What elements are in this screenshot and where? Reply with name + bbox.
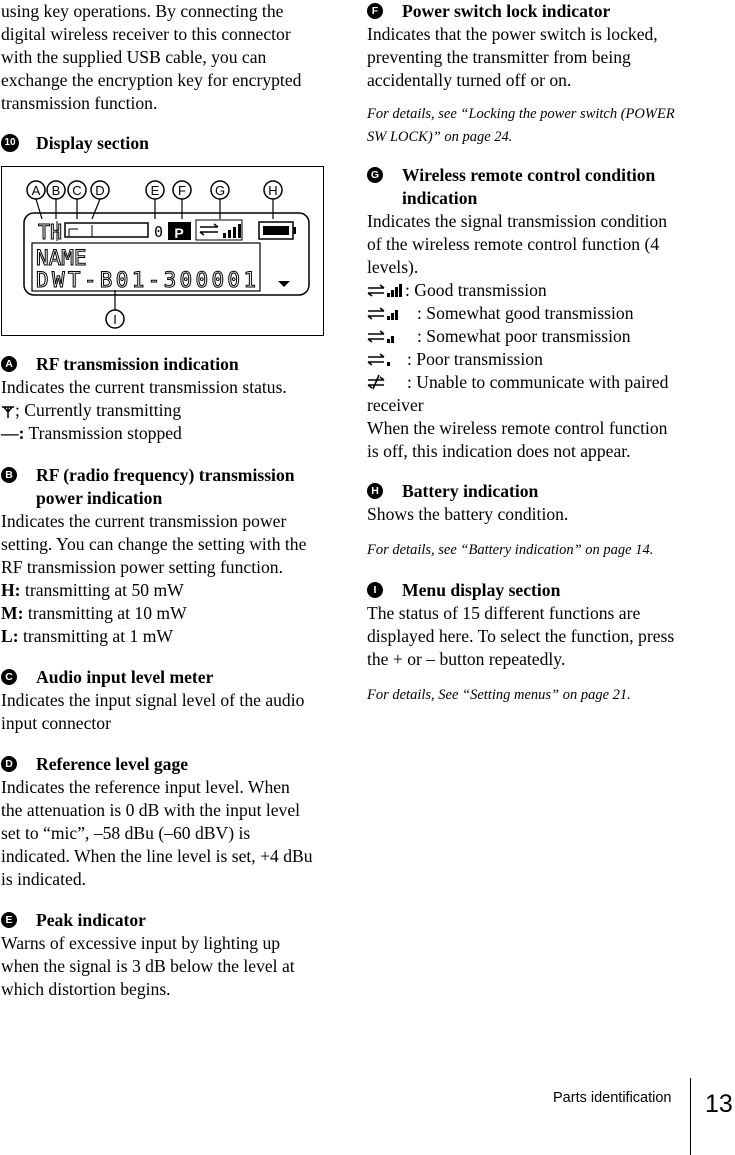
item-power-switch-lock (367, 0, 697, 92)
level-text: : Unable to communicate with paired (407, 372, 669, 392)
item-text: Warns of excessive input by lighting up (1, 933, 281, 953)
signal-unable-icon (367, 374, 403, 390)
item-text: when the signal is 3 dB below the level at (1, 956, 295, 976)
item-text: Indicates the current transmission status. (1, 377, 287, 397)
page-number: 13 (705, 1090, 733, 1118)
callout-h (264, 181, 282, 199)
item-text: levels). (367, 257, 419, 277)
battery-note (367, 539, 697, 562)
item-badge: H (367, 483, 383, 499)
item-title: Reference level gage (36, 754, 189, 774)
item-badge: G (367, 167, 383, 183)
intro-line: digital wireless receiver to this connector (1, 24, 291, 44)
item-peak-indicator (1, 909, 327, 1001)
audio-level-meter (65, 223, 148, 237)
item-text: is indicated. (1, 869, 87, 889)
item-badge: C (1, 669, 17, 685)
item-audio-level-meter (1, 666, 327, 735)
power-low (1, 625, 327, 648)
callout-label: G (214, 183, 226, 198)
item-text: input connector (1, 713, 111, 733)
lcd-id-text: DWT-B01-300001 (36, 268, 256, 292)
item-text: Indicates the reference input level. When (1, 777, 290, 797)
intro-line: exchange the encryption key for encrypted (1, 70, 302, 90)
item-text: accidentally turned off or on. (367, 70, 572, 90)
item-text: set to “mic”, –58 dBu (–60 dBV) is (1, 823, 251, 843)
callout-g (211, 181, 229, 199)
power-text: transmitting at 50 mW (20, 580, 184, 600)
signal-poor-icon (367, 351, 403, 367)
callout-i (106, 310, 124, 328)
callout-label: D (95, 183, 105, 198)
item-text: the + or – button repeatedly. (367, 649, 566, 669)
item-text: When the wireless remote control function (367, 418, 668, 438)
stopped-text: Transmission stopped (24, 423, 182, 443)
lcd-name-text: NAME (36, 246, 87, 270)
level-somewhat-poor (367, 325, 697, 348)
callout-label: A (31, 183, 41, 198)
signal-good-icon (367, 282, 403, 298)
item-rf-power (1, 464, 327, 648)
level-text: : Good transmission (405, 280, 547, 300)
signal-somewhat-good-icon (367, 305, 403, 321)
item-title: Power switch lock indicator (402, 1, 611, 21)
power-text: transmitting at 1 mW (18, 626, 174, 646)
item-title: indication (402, 188, 478, 208)
display-diagram-svg (2, 167, 323, 335)
item-text: Indicates the signal transmission condition (367, 211, 668, 231)
item-text: which distortion begins. (1, 979, 171, 999)
power-key: H: (1, 580, 21, 600)
battery-indicator (259, 222, 296, 239)
item-title: RF transmission indication (36, 354, 239, 374)
note-text: For details, See “Setting menus” on page 21. (367, 687, 631, 703)
power-key: L: (1, 626, 19, 646)
footer-divider (690, 1078, 691, 1155)
item-badge: A (1, 356, 17, 372)
item-text: preventing the transmitter from being (367, 47, 631, 67)
power-lock-note (367, 103, 697, 149)
section-title: Display section (36, 133, 149, 153)
intro-line: with the supplied USB cable, you can (1, 47, 267, 67)
item-text: Indicates the current transmission power (1, 511, 287, 531)
signal-somewhat-poor-icon (367, 328, 403, 344)
power-high (1, 579, 327, 602)
item-title: Battery indication (402, 481, 539, 501)
item-text: displayed here. To select the function, press (367, 626, 675, 646)
item-title: Menu display section (402, 580, 561, 600)
intro-paragraph (1, 0, 301, 115)
item-text: the attenuation is 0 dB with the input level (1, 800, 301, 820)
callout-label: B (51, 183, 61, 198)
power-lock-letter: P (174, 225, 184, 241)
transmitting-line (1, 399, 327, 422)
item-title: Audio input level meter (36, 667, 214, 687)
level-unable (367, 371, 697, 394)
item-reference-level-gage (1, 753, 327, 891)
callout-e (146, 181, 164, 199)
stopped-symbol: —: (1, 423, 25, 443)
item-badge: I (367, 582, 383, 598)
callout-label: F (178, 183, 186, 198)
wireless-remote-indicator (196, 220, 242, 240)
item-text: of the wireless remote control function (4 (367, 234, 660, 254)
level-text: : Somewhat good transmission (417, 303, 634, 323)
callout-label: C (72, 183, 82, 198)
level-text: : Somewhat poor transmission (417, 326, 631, 346)
section-number-badge: 10 (1, 134, 19, 152)
level-poor (367, 348, 697, 371)
callout-f (173, 181, 191, 199)
item-battery-indication (367, 480, 697, 526)
scroll-down-arrow-icon (278, 281, 290, 287)
item-text: Shows the battery condition. (367, 504, 569, 524)
footer-section-label: Parts identification (553, 1090, 672, 1106)
transmitting-text: ; Currently transmitting (15, 400, 182, 420)
item-title: Wireless remote control condition (402, 165, 656, 185)
callout-label: I (113, 312, 117, 327)
item-text: setting. You can change the setting with the (1, 534, 307, 554)
menu-note (367, 684, 697, 707)
item-title: RF (radio frequency) transmission (36, 465, 295, 485)
callout-c (68, 181, 86, 199)
item-badge: F (367, 3, 383, 19)
level-somewhat-good (367, 302, 697, 325)
note-text: For details, see “Battery indication” on page 14. (367, 542, 654, 558)
level-good (367, 279, 697, 302)
antenna-icon (1, 405, 15, 419)
peak-indicator: 0 (154, 223, 164, 241)
stopped-line (1, 422, 327, 445)
item-badge: D (1, 756, 17, 772)
callout-a (27, 181, 45, 199)
item-text: The status of 15 different functions are (367, 603, 641, 623)
item-title: power indication (36, 488, 163, 508)
item-text: is off, this indication does not appear. (367, 441, 631, 461)
item-wireless-remote-condition (367, 164, 697, 463)
display-diagram (1, 166, 324, 336)
item-text: Indicates the input signal level of the audio (1, 690, 305, 710)
power-key: M: (1, 603, 24, 623)
callout-b (47, 181, 65, 199)
item-rf-transmission (1, 353, 327, 445)
power-medium (1, 602, 327, 625)
callout-label: E (150, 183, 160, 198)
lcd-rf-indicator: TH (38, 220, 63, 244)
item-text: receiver (367, 395, 424, 415)
item-badge: B (1, 467, 17, 483)
item-badge: E (1, 912, 17, 928)
item-title: Peak indicator (36, 910, 146, 930)
display-section-heading (1, 132, 327, 155)
callout-d (91, 181, 109, 199)
callout-label: H (268, 183, 278, 198)
note-text: SW LOCK)” on page 24. (367, 129, 513, 145)
item-text: Indicates that the power switch is locked, (367, 24, 658, 44)
item-text: indicated. When the line level is set, +4 dBu (1, 846, 313, 866)
intro-line: transmission function. (1, 93, 158, 113)
item-menu-display (367, 579, 697, 671)
note-text: For details, see “Locking the power switch (POWER (367, 106, 675, 122)
level-text: : Poor transmission (407, 349, 543, 369)
item-text: RF transmission power setting function. (1, 557, 283, 577)
intro-line: using key operations. By connecting the (1, 1, 284, 21)
power-text: transmitting at 10 mW (23, 603, 187, 623)
